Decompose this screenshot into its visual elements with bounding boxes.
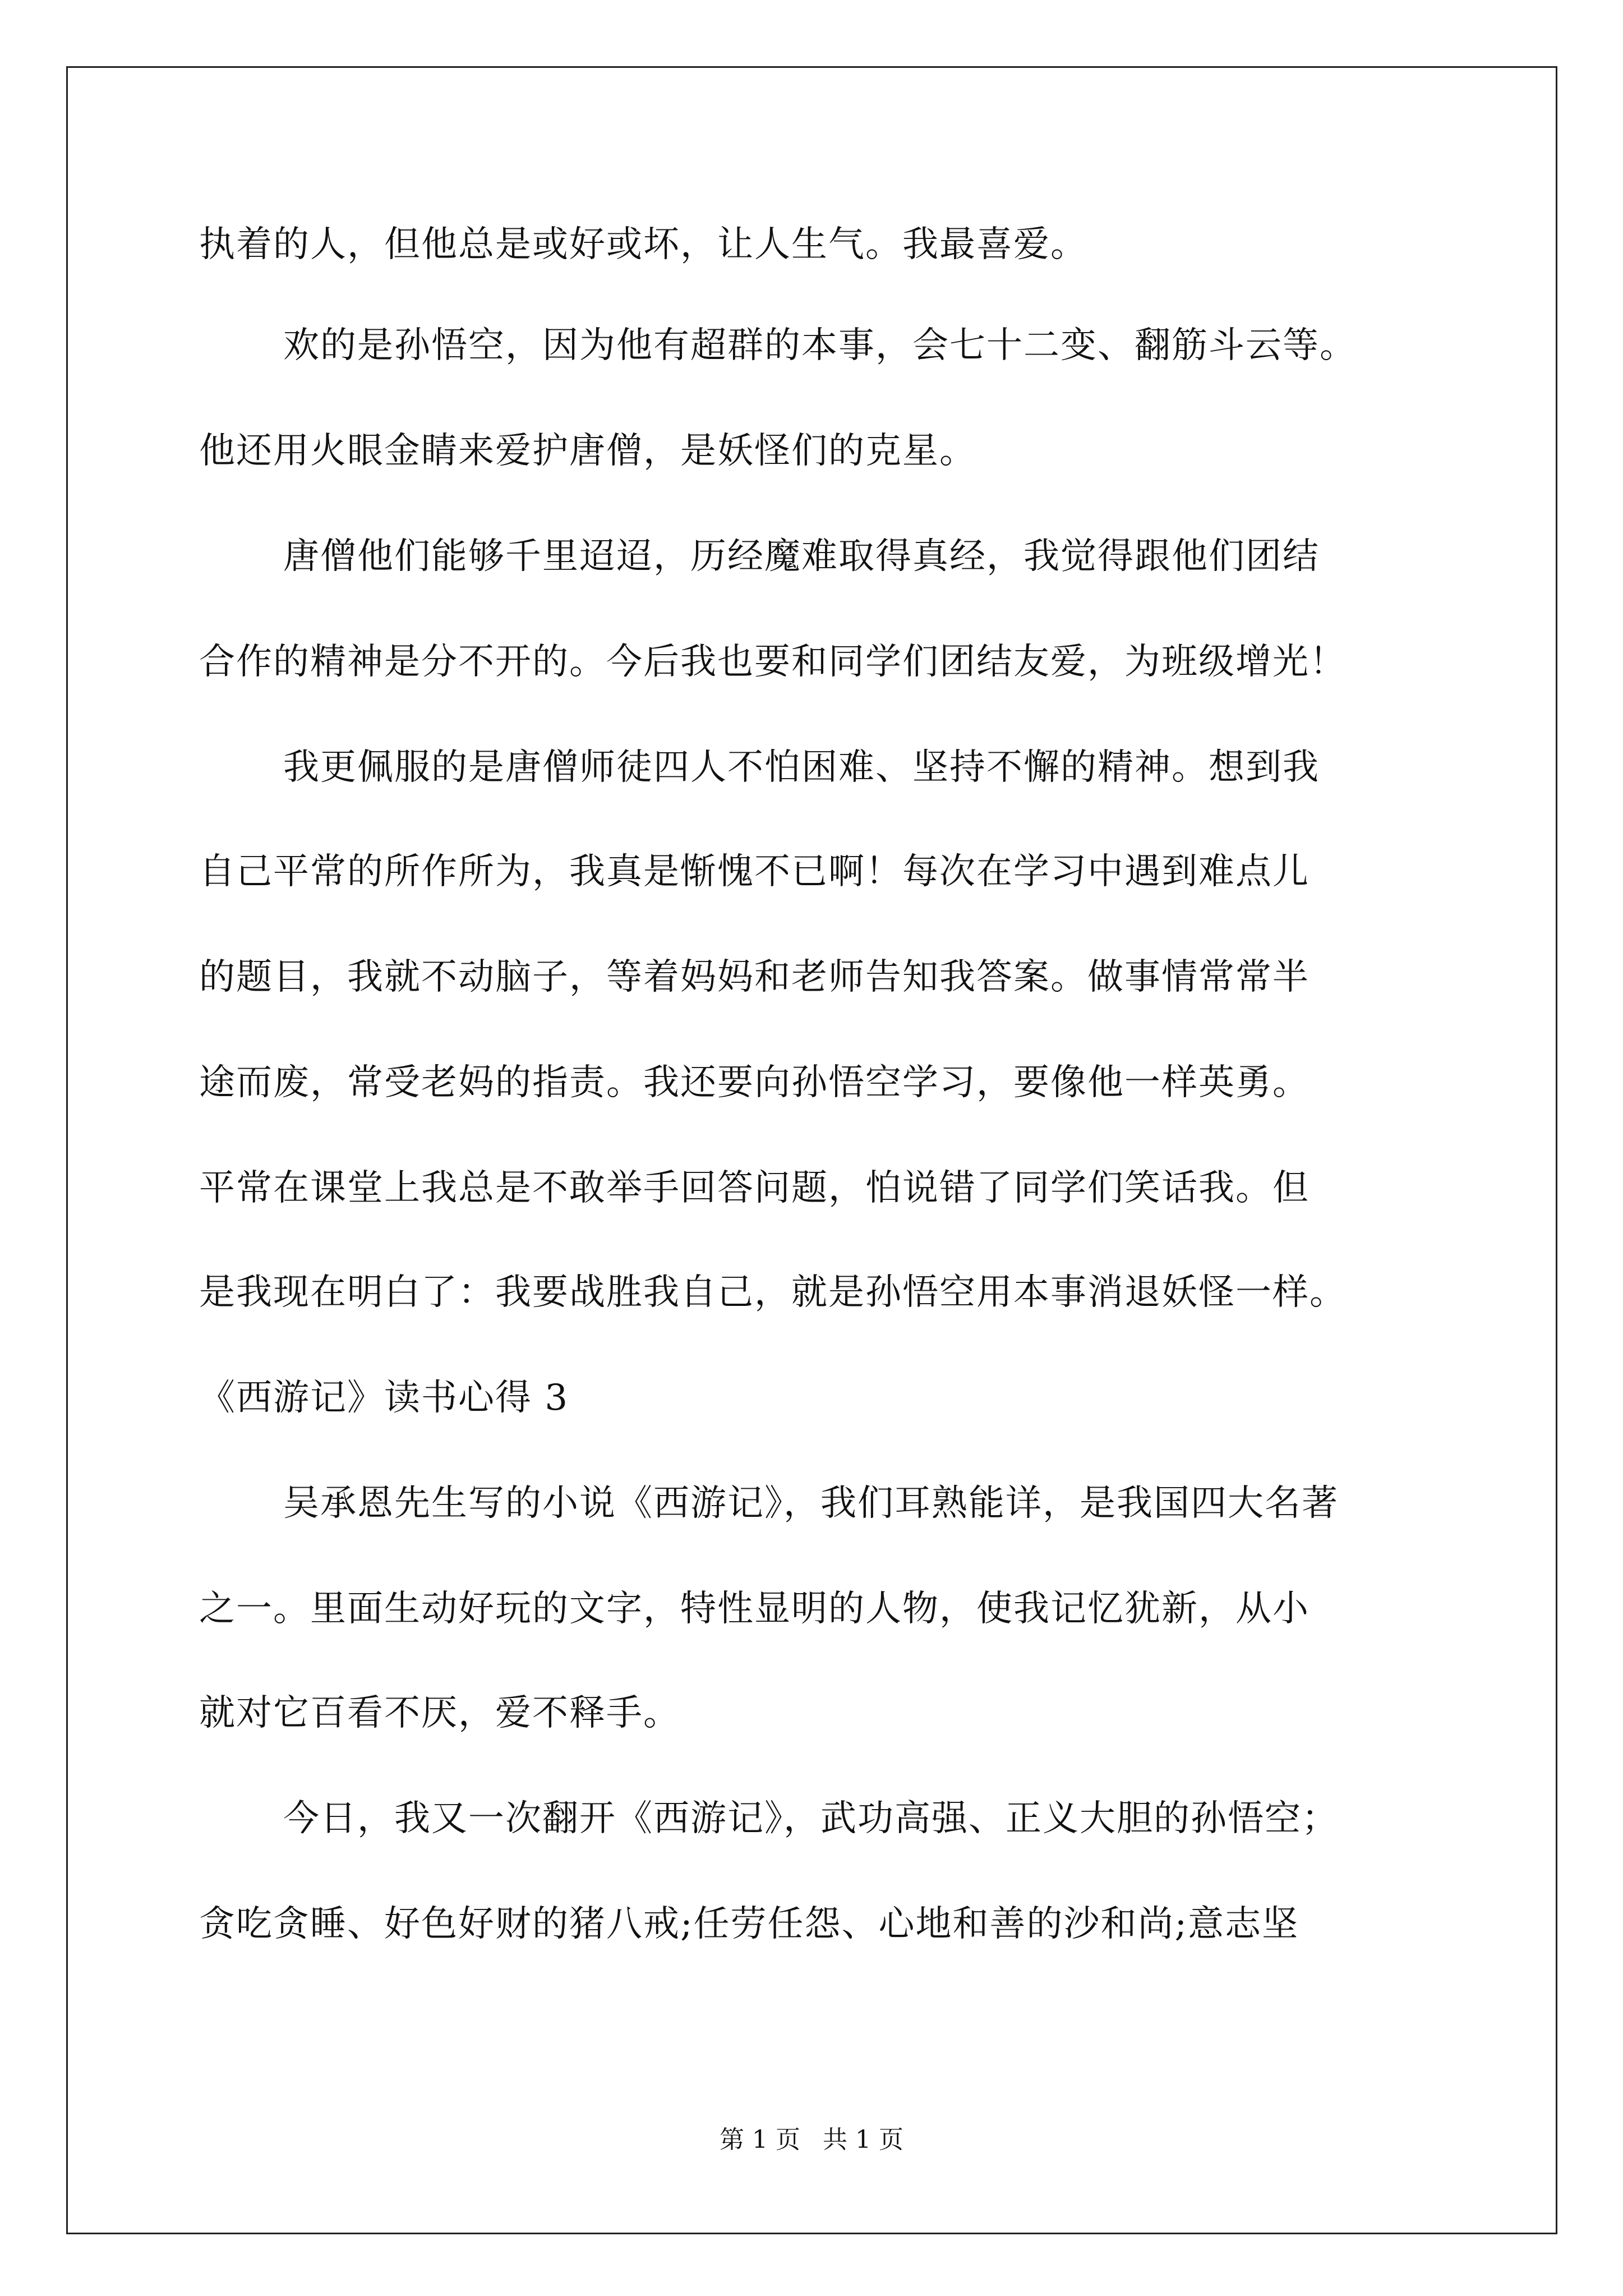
text-line: 途而废，常受老妈的指责。我还要向孙悟空学习，要像他一样英勇。 bbox=[199, 1062, 1310, 1103]
paragraph-start-line: 我更佩服的是唐僧师徒四人不怕困难、坚持不懈的精神。想到我 bbox=[283, 747, 1320, 788]
text-line: 平常在课堂上我总是不敢举手回答问题，怕说错了同学们笑话我。但 bbox=[199, 1167, 1310, 1209]
text-line: 之一。里面生动好玩的文字，特性显明的人物，使我记忆犹新，从小 bbox=[199, 1588, 1310, 1630]
text-line: 的题目，我就不动脑子，等着妈妈和老师告知我答案。做事情常常半 bbox=[199, 956, 1310, 998]
paragraph-start-line: 今日，我又一次翻开《西游记》，武功高强、正义大胆的孙悟空； bbox=[283, 1798, 1339, 1839]
paragraph-start-line: 吴承恩先生写的小说《西游记》，我们耳熟能详，是我国四大名著 bbox=[283, 1483, 1339, 1524]
paragraph-start-line: 唐僧他们能够千里迢迢，历经魔难取得真经，我觉得跟他们团结 bbox=[283, 536, 1320, 577]
page-footer bbox=[0, 2123, 1623, 2157]
paragraph-start-line: 欢的是孙悟空，因为他有超群的本事，会七十二变、翻筋斗云等。 bbox=[283, 325, 1357, 366]
text-line: 贪吃贪睡、好色好财的猪八戒;任劳任怨、心地和善的沙和尚;意志坚 bbox=[199, 1903, 1299, 1945]
page-number-current: 第 1 页 bbox=[720, 2125, 800, 2154]
text-line: 他还用火眼金睛来爱护唐僧，是妖怪们的克星。 bbox=[199, 430, 976, 472]
text-line: 合作的精神是分不开的。今后我也要和同学们团结友爱，为班级增光！ bbox=[199, 641, 1347, 683]
text-line: 执着的人，但他总是或好或坏，让人生气。我最喜爱。 bbox=[199, 224, 1087, 265]
text-line: 就对它百看不厌，爱不释手。 bbox=[199, 1692, 680, 1734]
text-line: 是我现在明白了：我要战胜我自己，就是孙悟空用本事消退妖怪一样。 bbox=[199, 1272, 1347, 1313]
text-line: 自己平常的所作所为，我真是惭愧不已啊！每次在学习中遇到难点儿 bbox=[199, 851, 1310, 892]
page-number-total: 共 1 页 bbox=[823, 2125, 903, 2154]
section-heading: 《西游记》读书心得 3 bbox=[199, 1377, 569, 1419]
